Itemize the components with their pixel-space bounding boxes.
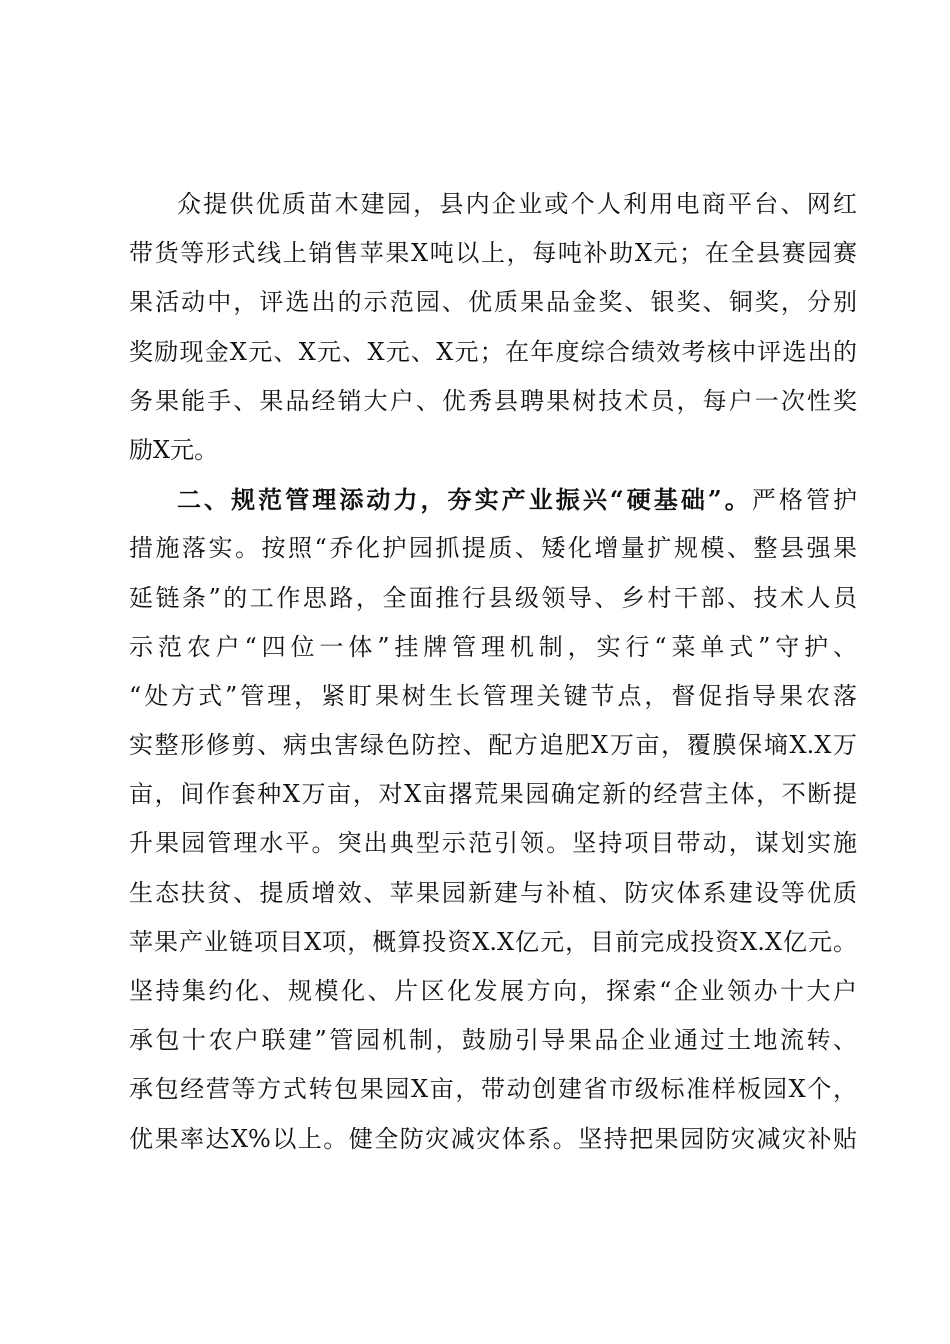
text-line: 承包经营等方式转包果园X亩，带动创建省市级标准样板园X个， <box>129 1075 857 1104</box>
text-line: 带货等形式线上销售苹果X吨以上，每吨补助X元；在全县赛园赛 <box>129 239 857 268</box>
text-line: 措施落实。按照“乔化护园抓提质、矮化增量扩规模、整县强果 <box>129 534 857 563</box>
section-heading: 二、规范管理添动力，夯实产业振兴“硬基础”。 <box>177 485 752 515</box>
text-line: 优果率达X%以上。健全防灾减灾体系。坚持把果园防灾减灾补贴 <box>129 1124 857 1153</box>
text-line: 众提供优质苗木建园，县内企业或个人利用电商平台、网红 <box>177 190 857 218</box>
section-heading-line <box>129 475 857 524</box>
text-line: 励X元。 <box>129 435 219 464</box>
text-line: 果活动中，评选出的示范园、优质果品金奖、银奖、铜奖，分别 <box>129 288 857 317</box>
text-line: 苹果产业链项目X项，概算投资X.X亿元，目前完成投资X.X亿元。 <box>129 927 857 956</box>
text-line: 实整形修剪、病虫害绿色防控、配方追肥X万亩，覆膜保墒X.X万 <box>129 731 857 760</box>
text-line: 升果园管理水平。突出典型示范引领。坚持项目带动，谋划实施 <box>129 829 857 858</box>
text-line: 奖励现金X元、X元、X元、X元；在年度综合绩效考核中评选出的 <box>129 337 857 366</box>
text-line: 坚持集约化、规模化、片区化发展方向，探索“企业领办十大户 <box>129 977 857 1005</box>
text-line: 生态扶贫、提质增效、苹果园新建与补植、防灾体系建设等优质 <box>129 878 857 907</box>
text-line: 示范农户“四位一体”挂牌管理机制，实行“菜单式”守护、 <box>129 632 857 661</box>
text-line: 承包十农户联建”管园机制，鼓励引导果品企业通过土地流转、 <box>129 1026 857 1055</box>
text-line: 亩，间作套种X万亩，对X亩撂荒果园确定新的经营主体，不断提 <box>129 780 857 809</box>
text-line: 务果能手、果品经销大户、优秀县聘果树技术员，每户一次性奖 <box>129 386 857 415</box>
text-line: “处方式”管理，紧盯果树生长管理关键节点，督促指导果农落 <box>129 681 857 710</box>
text-line-rest: 严格管护 <box>751 486 858 515</box>
document-body <box>129 180 857 1164</box>
text-line: 延链条”的工作思路，全面推行县级领导、乡村干部、技术人员 <box>129 583 857 612</box>
